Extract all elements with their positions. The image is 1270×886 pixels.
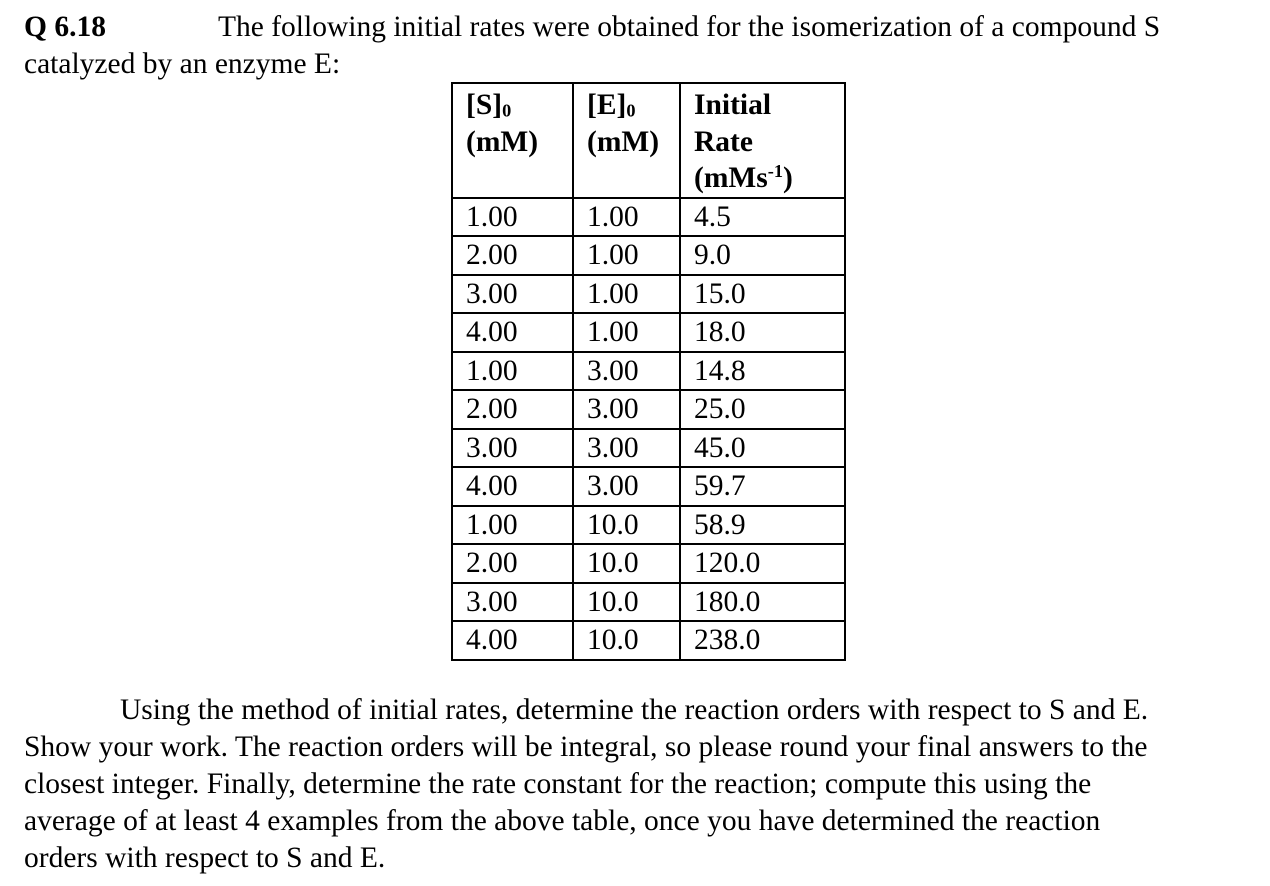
header-rate-unit-exponent: -1 — [767, 160, 783, 181]
header-s-subscript: 0 — [502, 100, 512, 121]
cell-initial-rate: 4.5 — [680, 198, 845, 237]
question-header — [24, 9, 1254, 46]
cell-initial-rate: 25.0 — [680, 390, 845, 429]
cell-substrate-concentration: 3.00 — [452, 583, 573, 622]
cell-enzyme-concentration: 10.0 — [573, 621, 680, 660]
cell-enzyme-concentration: 3.00 — [573, 352, 680, 391]
cell-initial-rate: 18.0 — [680, 313, 845, 352]
cell-substrate-concentration: 2.00 — [452, 544, 573, 583]
cell-enzyme-concentration: 3.00 — [573, 390, 680, 429]
cell-initial-rate: 45.0 — [680, 429, 845, 468]
table-row — [452, 275, 845, 314]
cell-initial-rate: 15.0 — [680, 275, 845, 314]
table-row — [452, 467, 845, 506]
cell-enzyme-concentration: 1.00 — [573, 275, 680, 314]
cell-initial-rate: 120.0 — [680, 544, 845, 583]
cell-substrate-concentration: 3.00 — [452, 275, 573, 314]
table-header-row — [452, 83, 845, 198]
header-s-symbol: [S] — [466, 89, 503, 121]
header-rate-unit-base: (mMs — [694, 162, 768, 194]
table-row — [452, 236, 845, 275]
header-rate-unit — [694, 160, 844, 197]
cell-enzyme-concentration: 10.0 — [573, 506, 680, 545]
table-row — [452, 313, 845, 352]
header-e-unit: (mM) — [587, 125, 660, 158]
table-row — [452, 583, 845, 622]
cell-enzyme-concentration: 10.0 — [573, 583, 680, 622]
cell-substrate-concentration: 3.00 — [452, 429, 573, 468]
table-row — [452, 429, 845, 468]
cell-enzyme-concentration: 3.00 — [573, 429, 680, 468]
cell-substrate-concentration: 4.00 — [452, 621, 573, 660]
instructions-line: closest integer. Finally, determine the rate constant for the reaction; compute this using the — [24, 768, 1092, 800]
cell-enzyme-concentration: 1.00 — [573, 198, 680, 237]
header-s-line1 — [466, 87, 572, 124]
table-header — [452, 83, 845, 198]
intro-line-1: The following initial rates were obtained for the isomerization of a compound S — [218, 11, 1161, 43]
cell-substrate-concentration: 2.00 — [452, 390, 573, 429]
table-row — [452, 544, 845, 583]
cell-substrate-concentration: 1.00 — [452, 198, 573, 237]
cell-substrate-concentration: 2.00 — [452, 236, 573, 275]
header-initial-rate — [680, 83, 845, 198]
instructions-line: Show your work. The reaction orders will be integral, so please round your final answers to the — [24, 731, 1148, 763]
cell-substrate-concentration: 4.00 — [452, 313, 573, 352]
header-s-unit: (mM) — [466, 125, 539, 158]
table-row — [452, 506, 845, 545]
header-e-line1 — [587, 87, 679, 124]
cell-initial-rate: 14.8 — [680, 352, 845, 391]
cell-substrate-concentration: 1.00 — [452, 352, 573, 391]
header-e-subscript: 0 — [626, 100, 636, 121]
instructions-line: Using the method of initial rates, determine the reaction orders with respect to S and E. — [120, 694, 1149, 726]
cell-substrate-concentration: 4.00 — [452, 467, 573, 506]
rate-data-table — [451, 82, 846, 661]
table-row — [452, 621, 845, 660]
table-row — [452, 352, 845, 391]
table-body — [452, 198, 845, 660]
cell-enzyme-concentration: 10.0 — [573, 544, 680, 583]
cell-initial-rate: 58.9 — [680, 506, 845, 545]
question-number: Q 6.18 — [24, 11, 106, 43]
header-e-symbol: [E] — [587, 89, 627, 121]
table-row — [452, 198, 845, 237]
header-rate-unit-close: ) — [782, 162, 793, 194]
cell-initial-rate: 9.0 — [680, 236, 845, 275]
table-row — [452, 390, 845, 429]
cell-enzyme-concentration: 1.00 — [573, 313, 680, 352]
header-rate-line1: Initial — [694, 89, 772, 121]
cell-enzyme-concentration: 1.00 — [573, 236, 680, 275]
instructions-line: orders with respect to S and E. — [24, 842, 386, 874]
header-enzyme-concentration — [573, 83, 680, 198]
intro-line-2: catalyzed by an enzyme E: — [24, 48, 341, 80]
cell-initial-rate: 238.0 — [680, 621, 845, 660]
cell-substrate-concentration: 1.00 — [452, 506, 573, 545]
cell-enzyme-concentration: 3.00 — [573, 467, 680, 506]
cell-initial-rate: 59.7 — [680, 467, 845, 506]
instructions-paragraph — [24, 692, 1254, 877]
header-substrate-concentration — [452, 83, 573, 198]
instructions-line: average of at least 4 examples from the above table, once you have determined the reaction — [24, 805, 1101, 837]
header-rate-line2: Rate — [694, 125, 753, 158]
cell-initial-rate: 180.0 — [680, 583, 845, 622]
